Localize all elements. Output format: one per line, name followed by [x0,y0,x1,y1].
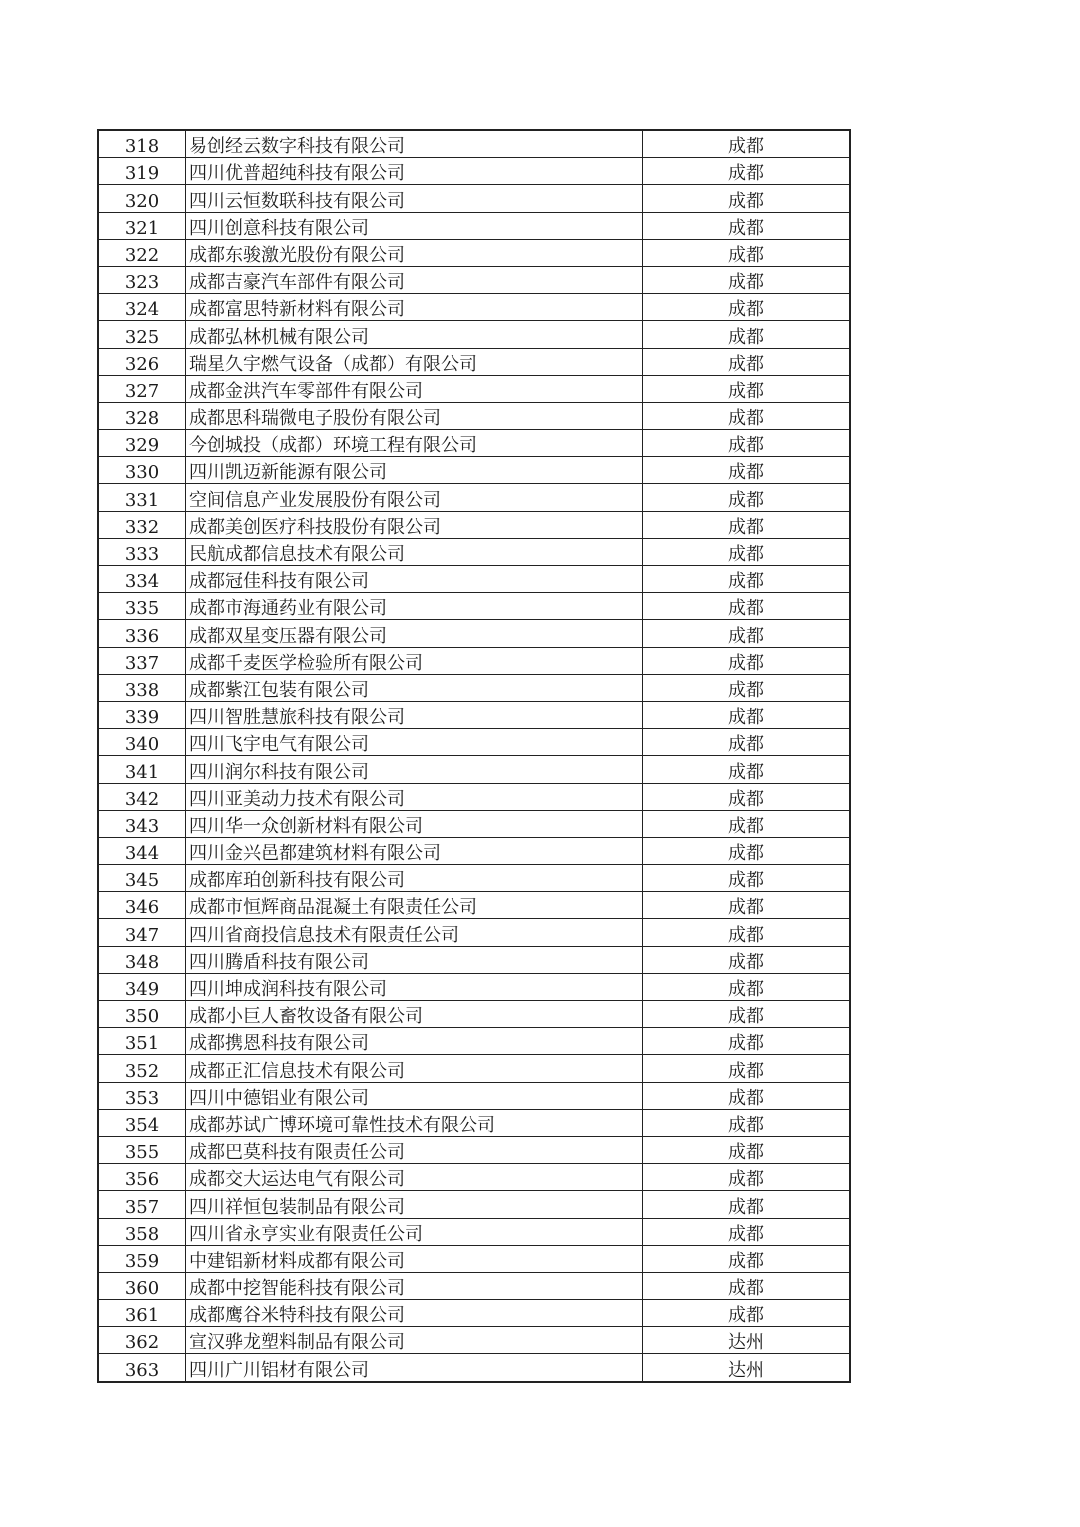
table-row [98,1354,850,1382]
company-name-cell: 四川飞宇电气有限公司 [186,729,643,756]
company-name-cell: 四川亚美动力技术有限公司 [186,783,643,810]
table-row [98,946,850,973]
company-name-cell: 成都市恒辉商品混凝土有限责任公司 [186,892,643,919]
row-number-cell: 351 [98,1028,186,1055]
row-number-cell: 356 [98,1164,186,1191]
city-cell: 成都 [643,919,851,946]
company-name-cell: 成都交大运达电气有限公司 [186,1164,643,1191]
row-number-cell: 323 [98,266,186,293]
table-row [98,593,850,620]
table-row [98,674,850,701]
city-cell: 成都 [643,375,851,402]
table-row [98,1191,850,1218]
company-name-cell: 成都巴莫科技有限责任公司 [186,1136,643,1163]
company-name-cell: 成都金洪汽车零部件有限公司 [186,375,643,402]
city-cell: 成都 [643,837,851,864]
row-number-cell: 336 [98,620,186,647]
city-cell: 成都 [643,973,851,1000]
city-cell: 成都 [643,130,851,158]
table-row [98,1245,850,1272]
table-row [98,511,850,538]
company-name-cell: 四川中德铝业有限公司 [186,1082,643,1109]
table-row [98,130,850,158]
row-number-cell: 334 [98,566,186,593]
company-name-cell: 四川润尔科技有限公司 [186,756,643,783]
company-name-cell: 中建铝新材料成都有限公司 [186,1245,643,1272]
row-number-cell: 330 [98,457,186,484]
table-row [98,430,850,457]
city-cell: 成都 [643,1245,851,1272]
row-number-cell: 337 [98,647,186,674]
table-row [98,566,850,593]
table-row [98,1218,850,1245]
table-row [98,1300,850,1327]
company-name-cell: 四川云恒数联科技有限公司 [186,185,643,212]
row-number-cell: 319 [98,158,186,185]
table-row [98,973,850,1000]
company-name-cell: 成都市海通药业有限公司 [186,593,643,620]
city-cell: 成都 [643,266,851,293]
city-cell: 成都 [643,1136,851,1163]
city-cell: 成都 [643,457,851,484]
table-row [98,1082,850,1109]
table-row [98,375,850,402]
table-row [98,212,850,239]
company-name-cell: 民航成都信息技术有限公司 [186,538,643,565]
company-name-cell: 成都正汇信息技术有限公司 [186,1055,643,1082]
company-name-cell: 四川创意科技有限公司 [186,212,643,239]
row-number-cell: 340 [98,729,186,756]
city-cell: 成都 [643,1082,851,1109]
company-name-cell: 四川腾盾科技有限公司 [186,946,643,973]
city-cell: 成都 [643,865,851,892]
company-name-cell: 成都弘林机械有限公司 [186,321,643,348]
company-name-cell: 成都携恩科技有限公司 [186,1028,643,1055]
company-name-cell: 成都库珀创新科技有限公司 [186,865,643,892]
company-name-cell: 四川省永亨实业有限责任公司 [186,1218,643,1245]
company-name-cell: 四川祥恒包装制品有限公司 [186,1191,643,1218]
company-name-cell: 成都苏试广博环境可靠性技术有限公司 [186,1109,643,1136]
row-number-cell: 338 [98,674,186,701]
row-number-cell: 327 [98,375,186,402]
company-name-cell: 四川华一众创新材料有限公司 [186,810,643,837]
city-cell: 成都 [643,212,851,239]
row-number-cell: 332 [98,511,186,538]
company-name-cell: 四川坤成润科技有限公司 [186,973,643,1000]
table-row [98,348,850,375]
company-name-cell: 成都东骏激光股份有限公司 [186,239,643,266]
row-number-cell: 359 [98,1245,186,1272]
row-number-cell: 341 [98,756,186,783]
table-row [98,810,850,837]
city-cell: 成都 [643,1191,851,1218]
table-row [98,837,850,864]
city-cell: 成都 [643,1300,851,1327]
row-number-cell: 339 [98,701,186,728]
company-name-cell: 四川广川铝材有限公司 [186,1354,643,1382]
table-row [98,1136,850,1163]
city-cell: 成都 [643,701,851,728]
row-number-cell: 343 [98,810,186,837]
company-name-cell: 成都富思特新材料有限公司 [186,294,643,321]
city-cell: 成都 [643,647,851,674]
city-cell: 成都 [643,620,851,647]
table-row [98,484,850,511]
row-number-cell: 357 [98,1191,186,1218]
company-name-cell: 今创城投（成都）环境工程有限公司 [186,430,643,457]
row-number-cell: 322 [98,239,186,266]
city-cell: 达州 [643,1354,851,1382]
table-body [98,130,850,1382]
city-cell: 成都 [643,946,851,973]
table-row [98,1272,850,1299]
city-cell: 成都 [643,1109,851,1136]
row-number-cell: 342 [98,783,186,810]
company-list-table [97,129,851,1383]
table-row [98,158,850,185]
company-name-cell: 空间信息产业发展股份有限公司 [186,484,643,511]
city-cell: 成都 [643,402,851,429]
company-name-cell: 宣汉骅龙塑料制品有限公司 [186,1327,643,1354]
city-cell: 成都 [643,892,851,919]
company-name-cell: 成都中挖智能科技有限公司 [186,1272,643,1299]
city-cell: 成都 [643,1055,851,1082]
row-number-cell: 326 [98,348,186,375]
city-cell: 成都 [643,348,851,375]
city-cell: 成都 [643,511,851,538]
city-cell: 成都 [643,566,851,593]
city-cell: 成都 [643,158,851,185]
table-row [98,1001,850,1028]
company-name-cell: 成都吉豪汽车部件有限公司 [186,266,643,293]
city-cell: 达州 [643,1327,851,1354]
table-row [98,756,850,783]
table-row [98,538,850,565]
row-number-cell: 362 [98,1327,186,1354]
city-cell: 成都 [643,729,851,756]
row-number-cell: 335 [98,593,186,620]
row-number-cell: 345 [98,865,186,892]
city-cell: 成都 [643,756,851,783]
company-name-cell: 瑞星久宇燃气设备（成都）有限公司 [186,348,643,375]
row-number-cell: 360 [98,1272,186,1299]
city-cell: 成都 [643,1218,851,1245]
table-row [98,892,850,919]
city-cell: 成都 [643,294,851,321]
table-row [98,402,850,429]
company-name-cell: 四川优普超纯科技有限公司 [186,158,643,185]
row-number-cell: 333 [98,538,186,565]
row-number-cell: 331 [98,484,186,511]
table-row [98,729,850,756]
city-cell: 成都 [643,1164,851,1191]
table-row [98,239,850,266]
row-number-cell: 318 [98,130,186,158]
row-number-cell: 350 [98,1001,186,1028]
table-row [98,1327,850,1354]
city-cell: 成都 [643,484,851,511]
row-number-cell: 320 [98,185,186,212]
company-name-cell: 四川凯迈新能源有限公司 [186,457,643,484]
row-number-cell: 363 [98,1354,186,1382]
city-cell: 成都 [643,674,851,701]
row-number-cell: 354 [98,1109,186,1136]
table-row [98,1028,850,1055]
company-name-cell: 易创经云数字科技有限公司 [186,130,643,158]
table-row [98,294,850,321]
table-row [98,266,850,293]
table-row [98,620,850,647]
city-cell: 成都 [643,1272,851,1299]
company-name-cell: 成都小巨人畜牧设备有限公司 [186,1001,643,1028]
row-number-cell: 353 [98,1082,186,1109]
table-row [98,1164,850,1191]
row-number-cell: 355 [98,1136,186,1163]
table-row [98,185,850,212]
company-name-cell: 成都千麦医学检验所有限公司 [186,647,643,674]
table-row [98,919,850,946]
table-row [98,647,850,674]
company-name-cell: 成都冠佳科技有限公司 [186,566,643,593]
city-cell: 成都 [643,538,851,565]
company-name-cell: 成都双星变压器有限公司 [186,620,643,647]
row-number-cell: 346 [98,892,186,919]
table-row [98,1109,850,1136]
row-number-cell: 325 [98,321,186,348]
city-cell: 成都 [643,185,851,212]
city-cell: 成都 [643,321,851,348]
company-name-cell: 四川智胜慧旅科技有限公司 [186,701,643,728]
city-cell: 成都 [643,239,851,266]
table-row [98,321,850,348]
city-cell: 成都 [643,783,851,810]
company-name-cell: 成都思科瑞微电子股份有限公司 [186,402,643,429]
row-number-cell: 329 [98,430,186,457]
row-number-cell: 358 [98,1218,186,1245]
table-row [98,783,850,810]
table-row [98,865,850,892]
city-cell: 成都 [643,1028,851,1055]
company-name-cell: 成都鹰谷米特科技有限公司 [186,1300,643,1327]
row-number-cell: 324 [98,294,186,321]
row-number-cell: 361 [98,1300,186,1327]
company-name-cell: 四川金兴邑都建筑材料有限公司 [186,837,643,864]
row-number-cell: 321 [98,212,186,239]
row-number-cell: 352 [98,1055,186,1082]
row-number-cell: 328 [98,402,186,429]
city-cell: 成都 [643,593,851,620]
table-row [98,457,850,484]
row-number-cell: 347 [98,919,186,946]
company-name-cell: 成都紫江包装有限公司 [186,674,643,701]
company-name-cell: 成都美创医疗科技股份有限公司 [186,511,643,538]
city-cell: 成都 [643,430,851,457]
company-name-cell: 四川省商投信息技术有限责任公司 [186,919,643,946]
row-number-cell: 349 [98,973,186,1000]
row-number-cell: 348 [98,946,186,973]
row-number-cell: 344 [98,837,186,864]
table-row [98,1055,850,1082]
city-cell: 成都 [643,1001,851,1028]
city-cell: 成都 [643,810,851,837]
table-row [98,701,850,728]
